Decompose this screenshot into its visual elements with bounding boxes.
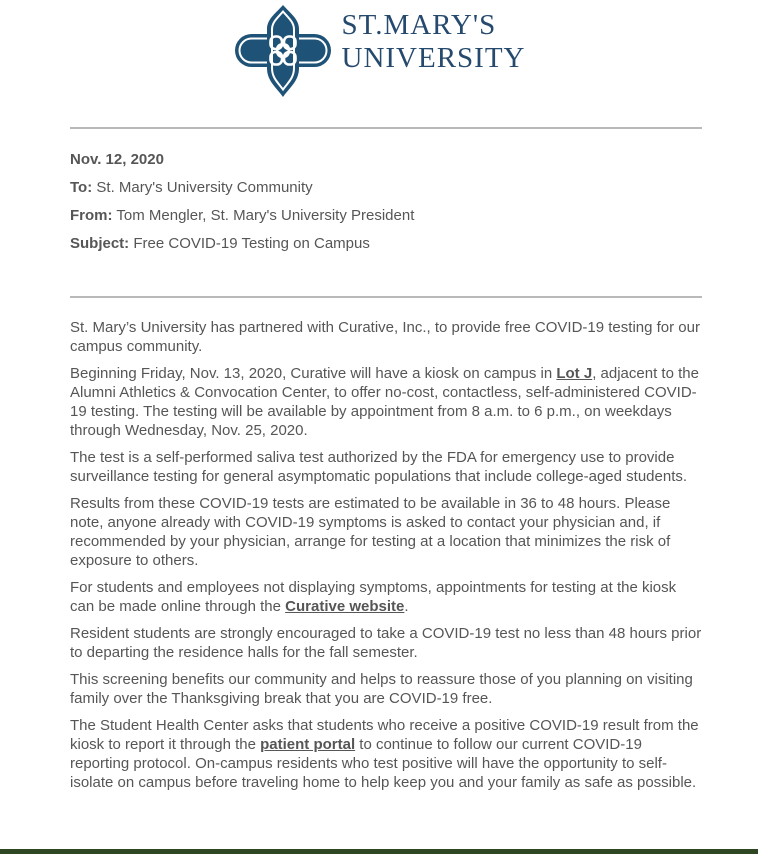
- memo-header: [70, 129, 702, 253]
- from-value: Tom Mengler, St. Mary's University President: [116, 207, 415, 224]
- paragraph-text: St. Mary’s University has partnered with Curative, Inc., to provide free COVID-19 testing for our campus community.: [70, 319, 700, 355]
- memo-content: [70, 127, 702, 792]
- paragraph: [70, 448, 702, 486]
- wordmark-line2: UNIVERSITY: [341, 42, 526, 74]
- lot-j-link[interactable]: Lot J: [556, 365, 593, 382]
- paragraph-text: The Student Health Center asks that students who receive a positive COVID-19 result from the kiosk to report it through the: [70, 717, 699, 753]
- memo-to-row: [70, 178, 702, 197]
- paragraph-text: .: [404, 598, 409, 615]
- paragraph: [70, 318, 702, 356]
- from-label: From:: [70, 207, 113, 224]
- to-value: St. Mary's University Community: [96, 179, 313, 196]
- paragraph-text: to continue to follow our current COVID-19 reporting protocol. On-campus residents who test positive will have the opportunity to self-isolate on campus before traveling home to help keep you and your family as safe as possible.: [70, 736, 697, 791]
- paragraph: [70, 494, 702, 570]
- paragraph-text: , adjacent to the Alumni Athletics & Convocation Center, to offer no-cost, contactless, self-administered COVID-19 testing. The testing will be available by appointment from 8 a.m. to 6 p.m., on weekdays through Wednesday, Nov. 25, 2020.: [70, 365, 699, 439]
- footer-bar: [0, 849, 758, 854]
- paragraph-text: Results from these COVID-19 tests are estimated to be available in 36 to 48 hours. Please note, anyone already with COVID-19 symptoms is asked to contact your physician and, if recommended by your physician, arrange for testing at a location that minimizes the risk of exposure to others.: [70, 495, 671, 569]
- paragraph: [70, 578, 702, 616]
- paragraph: [70, 716, 702, 792]
- memo-from-row: [70, 206, 702, 225]
- university-wordmark: [342, 4, 526, 75]
- wordmark-line1: ST.MARY'S: [341, 9, 497, 41]
- paragraph-text: The test is a self-performed saliva test authorized by the FDA for emergency use to provide surveillance testing for general asymptomatic populations that include college-aged students.: [70, 449, 688, 485]
- paragraph-text: Resident students are strongly encouraged to take a COVID-19 test no less than 48 hours prior to departing the residence halls for the fall semester.: [70, 625, 702, 661]
- subject-label: Subject:: [70, 235, 130, 252]
- memo-subject-row: [70, 234, 702, 253]
- paragraph: [70, 670, 702, 708]
- paragraph-text: Beginning Friday, Nov. 13, 2020, Curative will have a kiosk on campus in: [70, 365, 557, 382]
- curative-website-link[interactable]: Curative website: [285, 598, 405, 615]
- st-marys-cross-emblem-icon: [233, 4, 333, 98]
- subject-value: Free COVID-19 Testing on Campus: [133, 235, 370, 252]
- university-logo: [0, 0, 758, 98]
- paragraph-text: For students and employees not displaying symptoms, appointments for testing at the kiosk can be made online through the: [70, 579, 677, 615]
- memo-date: Nov. 12, 2020: [70, 151, 164, 168]
- paragraph: [70, 624, 702, 662]
- paragraph: [70, 364, 702, 440]
- to-label: To:: [70, 179, 93, 196]
- patient-portal-link[interactable]: patient portal: [260, 736, 356, 753]
- paragraph-text: This screening benefits our community and helps to reassure those of you planning on visiting family over the Thanksgiving break that you are COVID-19 free.: [70, 671, 693, 707]
- document-body: [70, 298, 702, 792]
